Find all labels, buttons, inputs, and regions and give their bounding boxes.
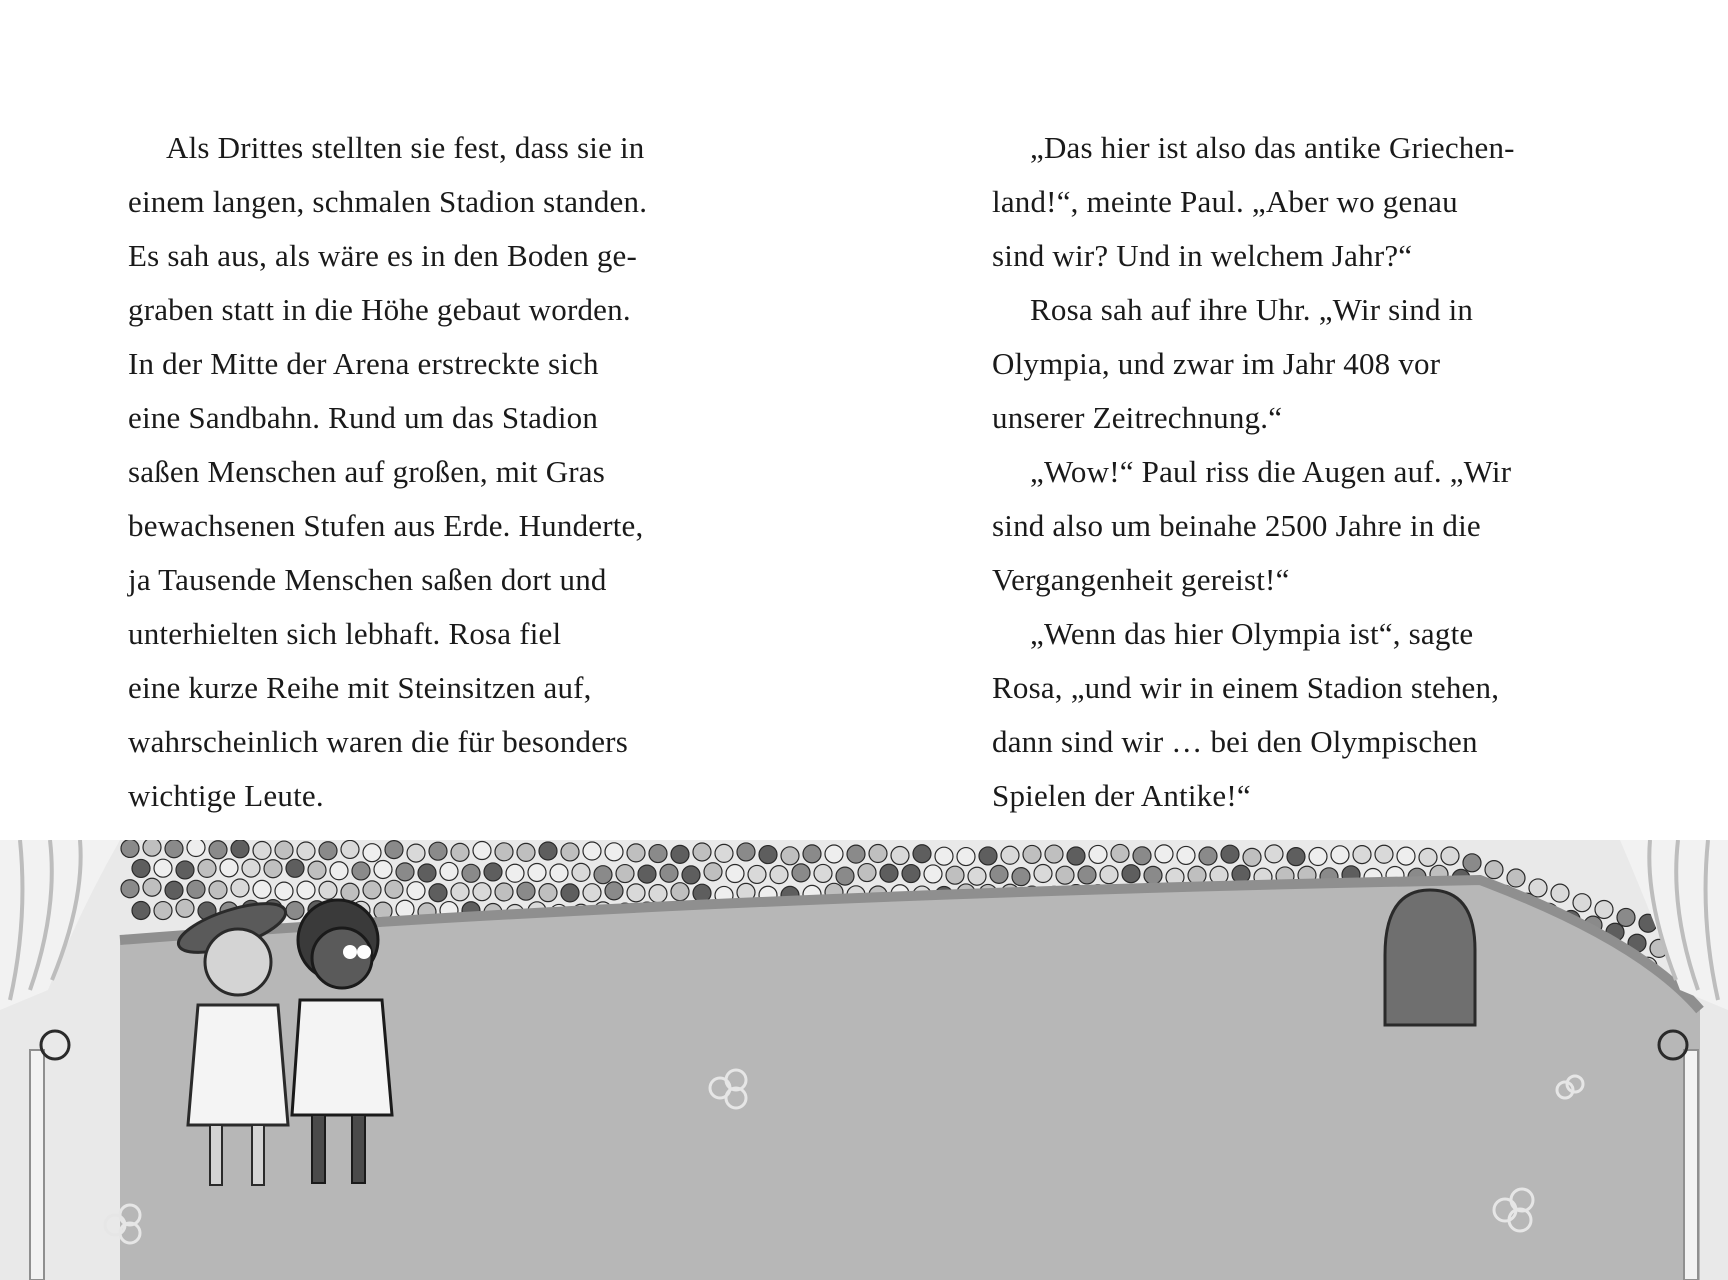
spectator-head xyxy=(572,863,590,881)
spectator-head xyxy=(165,881,183,899)
spectator-head xyxy=(605,882,623,900)
spectator-head xyxy=(1089,845,1107,863)
spectator-head xyxy=(1023,845,1041,863)
text-line: „Das hier ist also das antike Griechen- xyxy=(1030,130,1515,165)
text-line: Olympia, und zwar im Jahr 408 vor xyxy=(992,346,1441,381)
spectator-head xyxy=(946,866,964,884)
spectator-head xyxy=(671,883,689,901)
spectator-head xyxy=(308,861,326,879)
spectator-head xyxy=(1100,866,1118,884)
spectator-head xyxy=(319,842,337,860)
stadium-illustration xyxy=(0,840,1728,1280)
spectator-head xyxy=(1177,846,1195,864)
spectator-head xyxy=(957,848,975,866)
spectator-head xyxy=(528,863,546,881)
spectator-head xyxy=(242,859,260,877)
spectator-head xyxy=(143,878,161,896)
spectator-head xyxy=(352,862,370,880)
text-line: wichtige Leute. xyxy=(128,778,324,813)
spectator-head xyxy=(539,884,557,902)
spectator-head xyxy=(121,880,139,898)
spectator-head xyxy=(1419,848,1437,866)
spectator-head xyxy=(451,843,469,861)
text-line: unterhielten sich lebhaft. Rosa fiel xyxy=(128,616,562,651)
spectator-head xyxy=(693,843,711,861)
spectator-head xyxy=(902,865,920,883)
text-line: einem langen, schmalen Stadion standen. xyxy=(128,184,648,219)
left-text-column xyxy=(128,0,748,830)
spectator-head xyxy=(462,864,480,882)
spectator-head xyxy=(1265,845,1283,863)
spectator-head xyxy=(495,843,513,861)
spectator-head xyxy=(330,862,348,880)
spectator-head xyxy=(154,902,172,920)
spectator-head xyxy=(594,866,612,884)
spectator-head xyxy=(748,865,766,883)
spectator-head xyxy=(132,901,150,919)
spectator-head xyxy=(583,884,601,902)
text-line: Rosa, „und wir in einem Stadion stehen, xyxy=(992,670,1500,705)
spectator-head xyxy=(429,842,447,860)
spectator-head xyxy=(792,864,810,882)
spectator-head xyxy=(275,882,293,900)
spectator-head xyxy=(682,866,700,884)
spectator-head xyxy=(1078,866,1096,884)
spectator-head xyxy=(759,846,777,864)
spectator-head xyxy=(671,845,689,863)
spectator-head xyxy=(143,840,161,856)
spectator-head xyxy=(1045,845,1063,863)
spectator-head xyxy=(363,881,381,899)
text-line: eine kurze Reihe mit Steinsitzen auf, xyxy=(128,670,592,705)
right-text-column xyxy=(992,0,1612,830)
spectator-head xyxy=(627,844,645,862)
spectator-head xyxy=(187,880,205,898)
spectator-head xyxy=(319,881,337,899)
spectator-head xyxy=(1199,847,1217,865)
spectator-head xyxy=(1617,908,1635,926)
spectator-head xyxy=(649,845,667,863)
spectator-head xyxy=(1221,845,1239,863)
spectator-head xyxy=(1012,868,1030,886)
spectator-head xyxy=(781,847,799,865)
spectator-head xyxy=(484,863,502,881)
spectator-head xyxy=(1353,846,1371,864)
spectator-head xyxy=(649,885,667,903)
spectator-head xyxy=(253,841,271,859)
spectator-head xyxy=(429,884,447,902)
spectator-head xyxy=(869,845,887,863)
spectator-head xyxy=(1507,869,1525,887)
spectator-head xyxy=(561,843,579,861)
spectator-head xyxy=(627,884,645,902)
spectator-head xyxy=(209,881,227,899)
spectator-head xyxy=(495,883,513,901)
spectator-head xyxy=(1331,846,1349,864)
spectator-head xyxy=(891,847,909,865)
spectator-head xyxy=(638,865,656,883)
text-line: „Wenn das hier Olympia ist“, sagte xyxy=(1030,616,1474,651)
spectator-head xyxy=(1111,844,1129,862)
spectator-head xyxy=(297,881,315,899)
spectator-head xyxy=(737,843,755,861)
spectator-head xyxy=(836,867,854,885)
text-line: Spielen der Antike!“ xyxy=(992,778,1251,813)
spectator-head xyxy=(297,842,315,860)
spectator-head xyxy=(660,864,678,882)
spectator-head xyxy=(924,865,942,883)
spectator-head xyxy=(1122,865,1140,883)
spectator-head xyxy=(176,861,194,879)
spectator-head xyxy=(1397,847,1415,865)
spectator-head xyxy=(473,842,491,860)
text-line: Es sah aus, als wäre es in den Boden ge- xyxy=(128,238,638,273)
spectator-head xyxy=(440,862,458,880)
spectator-head xyxy=(374,860,392,878)
spectator-head xyxy=(1155,845,1173,863)
spectator-head xyxy=(385,880,403,898)
spectator-head xyxy=(913,845,931,863)
spectator-head xyxy=(187,840,205,857)
spectator-head xyxy=(1573,894,1591,912)
spectator-head xyxy=(1034,865,1052,883)
spectator-head xyxy=(1056,866,1074,884)
text-line: sind wir? Und in welchem Jahr?“ xyxy=(992,238,1413,273)
spectator-head xyxy=(517,882,535,900)
spectator-head xyxy=(1243,848,1261,866)
spectator-head xyxy=(264,860,282,878)
text-line: eine Sandbahn. Rund um das Stadion xyxy=(128,400,599,435)
spectator-head xyxy=(715,844,733,862)
spectator-head xyxy=(198,859,216,877)
spectator-head xyxy=(220,859,238,877)
spectator-head xyxy=(209,841,227,859)
text-line: Vergangenheit gereist!“ xyxy=(992,562,1290,597)
spectator-head xyxy=(473,883,491,901)
text-line: In der Mitte der Arena erstreckte sich xyxy=(128,346,599,381)
spectator-head xyxy=(847,845,865,863)
spectator-head xyxy=(451,883,469,901)
spectator-head xyxy=(176,899,194,917)
spectator-head xyxy=(407,844,425,862)
text-line: land!“, meinte Paul. „Aber wo genau xyxy=(992,184,1458,219)
spectator-head xyxy=(1287,848,1305,866)
spectator-head xyxy=(814,864,832,882)
spectator-head xyxy=(1001,846,1019,864)
spectator-head xyxy=(154,859,172,877)
spectator-head xyxy=(979,847,997,865)
spectator-head xyxy=(341,840,359,858)
spectator-head xyxy=(1551,884,1569,902)
spectator-head xyxy=(704,863,722,881)
text-line: ja Tausende Menschen saßen dort und xyxy=(128,562,607,597)
spectator-head xyxy=(1463,854,1481,872)
spectator-head xyxy=(1144,866,1162,884)
text-line: bewachsenen Stufen aus Erde. Hunderte, xyxy=(128,508,644,543)
spectator-head xyxy=(770,866,788,884)
spectator-head xyxy=(803,845,821,863)
spectator-head xyxy=(1485,861,1503,879)
spectator-head xyxy=(517,843,535,861)
spectator-head xyxy=(1309,848,1327,866)
spectator-head xyxy=(396,863,414,881)
spectator-head xyxy=(418,864,436,882)
spectator-head xyxy=(341,883,359,901)
spectator-head xyxy=(539,842,557,860)
spectator-head xyxy=(286,859,304,877)
text-line: dann sind wir … bei den Olympischen xyxy=(992,724,1478,759)
text-line: graben statt in die Höhe gebaut worden. xyxy=(128,292,631,327)
spectator-head xyxy=(1133,847,1151,865)
spectator-head xyxy=(1441,847,1459,865)
spectator-head xyxy=(121,840,139,857)
spectator-head xyxy=(363,844,381,862)
spectator-head xyxy=(825,845,843,863)
spectator-head xyxy=(880,864,898,882)
spectator-head xyxy=(165,840,183,858)
spectator-head xyxy=(990,865,1008,883)
spectator-head xyxy=(253,880,271,898)
spectator-head xyxy=(583,842,601,860)
spectator-head xyxy=(616,865,634,883)
spectator-head xyxy=(1595,900,1613,918)
spectator-head xyxy=(968,867,986,885)
spectator-head xyxy=(275,841,293,859)
spectator-head xyxy=(407,882,425,900)
spectator-head xyxy=(726,865,744,883)
spectator-head xyxy=(286,901,304,919)
spectator-head xyxy=(132,859,150,877)
spectator-head xyxy=(231,840,249,858)
spectator-head xyxy=(385,841,403,859)
text-line: Als Drittes stellten sie fest, dass sie in xyxy=(166,130,645,165)
spectator-head xyxy=(858,864,876,882)
text-line: unserer Zeitrechnung.“ xyxy=(992,400,1283,435)
text-line: Rosa sah auf ihre Uhr. „Wir sind in xyxy=(1030,292,1474,327)
spectator-head xyxy=(561,884,579,902)
spectator-head xyxy=(231,879,249,897)
spectator-head xyxy=(605,843,623,861)
spectator-head xyxy=(1067,847,1085,865)
spectator-head xyxy=(935,847,953,865)
spectator-head xyxy=(506,864,524,882)
tunnel-entrance xyxy=(1385,890,1475,1025)
spectator-head xyxy=(550,864,568,882)
text-line: „Wow!“ Paul riss die Augen auf. „Wir xyxy=(1030,454,1512,489)
text-line: saßen Menschen auf großen, mit Gras xyxy=(128,454,606,489)
text-line: sind also um beinahe 2500 Jahre in die xyxy=(992,508,1481,543)
spectator-head xyxy=(1375,845,1393,863)
text-line: wahrscheinlich waren die für besonders xyxy=(128,724,628,759)
